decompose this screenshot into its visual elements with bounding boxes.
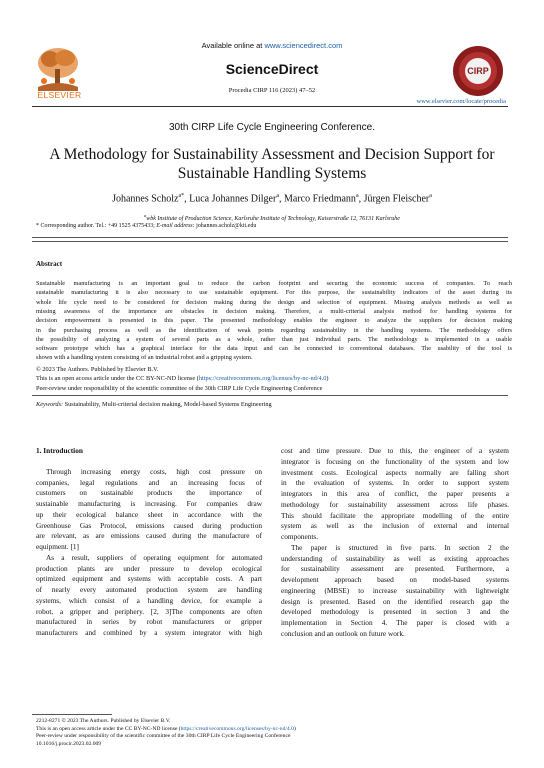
abstract-heading: Abstract (36, 260, 63, 268)
abstract-line: the possibility of analyzing a system of several parts as a whole, rather than just individual parts. The methodology is implemented in a usable (36, 335, 512, 343)
body-line: components. (281, 532, 319, 541)
divider (32, 395, 508, 396)
footer-rule (32, 714, 112, 715)
author-name: Jürgen Fleischer (363, 193, 430, 205)
abstract-line: decision empowerment is presented in this paper. The presented methodology enables the engineer to analyze the suppliers for decision making (36, 317, 512, 325)
body-line: for sustainability assessment are presented. Furthermore, a (281, 564, 509, 574)
footer-peer-review: Peer-review under responsibility of the scientific committee of the 30th CIRP Life Cycle Engineering Conference (36, 733, 291, 740)
license-link[interactable]: https://creativecommons.org/licenses/by-nc-nd/4.0 (198, 375, 327, 383)
sciencedirect-link[interactable]: www.sciencedirect.com (264, 41, 343, 50)
affiliation: $^a$wbk Institute of Production Science, Karlsruhe Institute of Technology, Kaiserstraße 12, 76131 Karlsruhe (144, 213, 400, 222)
header-rule (32, 106, 508, 107)
abstract-line: missing awareness of the importance are obstacles in decision making. Therefore, a multi-criterial analysis method for handling systems for (36, 307, 512, 315)
keywords: Keywords: Sustainability, Multi-criterial decision making, Model-based Systems Engineering (36, 401, 272, 408)
divider (32, 241, 508, 242)
elsevier-wordmark: ELSEVIER (37, 90, 82, 100)
section-heading: 1. Introduction (36, 446, 83, 455)
footer-license: This is an open access article under the CC BY-NC-ND license (https://creativecommons.org/licenses/by-nc-nd/4.0) (36, 725, 296, 732)
body-line: cost and time pressure. Due to this, the engineer of a system (281, 446, 509, 455)
title-line-2: Sustainable Handling Systems (177, 165, 367, 182)
license-line: This is an open access article under the CC BY-NC-ND license (https://creativecommons.org/licenses/by-nc-nd/4.0) (36, 375, 329, 383)
body-line: equipment. [1] (36, 542, 79, 551)
body-line: manufacturers and combined by a system integrator with high (36, 628, 262, 637)
footer-issn: 2212-8271 © 2023 The Authors. Published by Elsevier B.V. (36, 718, 171, 724)
abstract-line: software prototype which has a graphical interface for the data input and can be connected to conventional databases. The usability of the tool is (36, 345, 512, 353)
conference-name: 30th CIRP Life Cycle Engineering Conference. (168, 122, 376, 133)
body-line: customers on sustainable products the importance of (36, 488, 262, 498)
cirp-logo (452, 45, 504, 97)
author-name: Johannes Scholz (112, 193, 179, 205)
paper-title (40, 145, 504, 183)
body-line: methodology for sustainability assessment across life phases. (281, 499, 509, 509)
body-line: investment costs. Ecological aspects normally are falling short (281, 467, 509, 477)
affiliation-sup: a (144, 213, 147, 218)
email-label: E-mail address: (156, 223, 195, 229)
body-line: The paper is structured in five parts. In section 2 the (291, 542, 509, 552)
keywords-label: Keywords: (36, 401, 64, 408)
body-line: engineering (MBSE) to increase sustainability with lightweight (281, 585, 509, 595)
journal-homepage-link[interactable]: www.elsevier.com/locate/procedia (416, 98, 506, 105)
body-line: robot, a gripper and periphery. [2, 3]The components are often (36, 606, 262, 616)
body-line: up their ecological balance sheet in accordance with the (36, 509, 262, 519)
body-line: implementation in Section 4. The paper is closed with a (281, 618, 509, 627)
cirp-logo-text: CIRP (467, 66, 489, 76)
availability-line: Available online at www.sciencedirect.com (201, 41, 343, 50)
body-line: Through increasing energy costs, high cost pressure on (46, 466, 262, 476)
body-line: optimized equipment and systems with acceptable costs. A part (36, 574, 262, 584)
author-name: Luca Johannes Dilger (189, 193, 277, 205)
body-line: developed methodology is presented in section 3 and the (281, 607, 509, 617)
title-line-1: A Methodology for Sustainability Assessment and Decision Support for (49, 146, 495, 163)
author-sup: a (355, 193, 359, 199)
abstract-line: shown with a handling system consisting of an industrial robot and a gripping system. (36, 354, 253, 362)
corresponding-author: * Corresponding author. Tel.: +49 1525 4375433; E-mail address: johannes.scholz@kit.edu (36, 223, 257, 229)
abstract-line: whole life cycle need to be considered for decision making during the design and selection of equipment. Missing analysis methods as well as (36, 298, 512, 306)
body-line: This should facilitate the appropriate modelling of the entire (281, 510, 509, 520)
body-line: in the evaluation of systems. In order to support system (281, 478, 509, 488)
sciencedirect-brand: ScienceDirect (225, 61, 319, 77)
body-line: design is presented. Based on the identified research gap the (281, 596, 509, 606)
body-line: conclusion and an outlook on future work. (281, 628, 405, 638)
abstract-line: Sustainable manufacturing is an important goal to reduce the carbon footprint and securing the economic success of companies. To reach (36, 280, 512, 287)
abstract-line: in the purchasing process as well as the identification of weak points regarding sustainability in the handling systems. The methodology offers (36, 326, 512, 334)
email-address[interactable]: johannes.scholz@kit.edu (194, 223, 257, 229)
body-line: integrators in this area of conflict, the paper presents a (281, 489, 509, 498)
left-column (36, 456, 262, 639)
body-line: system as well as the inclusion of external and internal (281, 521, 509, 531)
body-line: of nearly every automated production system are handling (36, 585, 262, 594)
body-line: understanding of sustainability as well as existing approaches (281, 553, 509, 563)
body-line: production plants are under pressure to develop ecological (36, 563, 262, 573)
body-line: As a result, suppliers of operating equipment for automated (46, 552, 262, 562)
author-name: Marco Friedmann (284, 193, 356, 205)
body-line: Greenhouse Gas Protocol, emissions caused during production (36, 520, 262, 530)
footer-license-link[interactable]: https://creativecommons.org/licenses/by-nc-nd/4.0 (180, 725, 294, 732)
body-line: development approach based on model-based systems (281, 575, 509, 584)
divider (32, 237, 508, 238)
author-sup: a (276, 193, 279, 199)
footer-doi[interactable]: 10.1016/j.procir.2023.02.009 (36, 741, 102, 748)
body-line: integrator is focusing on the functionality of the system and low (281, 456, 509, 466)
copyright-line: © 2023 The Authors. Published by Elsevier B.V. (36, 366, 159, 373)
journal-citation: Procedia CIRP 116 (2023) 47–52 (228, 87, 316, 94)
author-sup: a (429, 193, 432, 199)
peer-review-line: Peer-review under responsibility of the scientific committee of the 30th CIRP Life Cycle Engineering Conference (36, 384, 323, 392)
body-line: are relevant, as are emissions caused during the manufacture of (36, 531, 262, 541)
body-line: systems, which consist of a handling device, for example a (36, 595, 262, 605)
abstract-line: sustainable manufacturing it is also necessary to use sustainable equipment. For this purpose, the sustainability indicators of the asset during its (36, 289, 512, 297)
author-list: Johannes Scholz$^{a*}$, Luca Johannes Dilger$^a$, Marco Friedmann$^a$, Jürgen Fleischer$^a$ (112, 193, 432, 205)
author-sup: a* (178, 193, 185, 199)
right-column (281, 446, 509, 640)
body-line: manufactured in series by robot manufacturers or gripper (36, 617, 262, 627)
body-line: sustainable manufacturing is increasing. For companies draw (36, 499, 262, 508)
body-line: companies, legal regulations and an increasing focus of (36, 477, 262, 487)
body-line (36, 456, 262, 467)
